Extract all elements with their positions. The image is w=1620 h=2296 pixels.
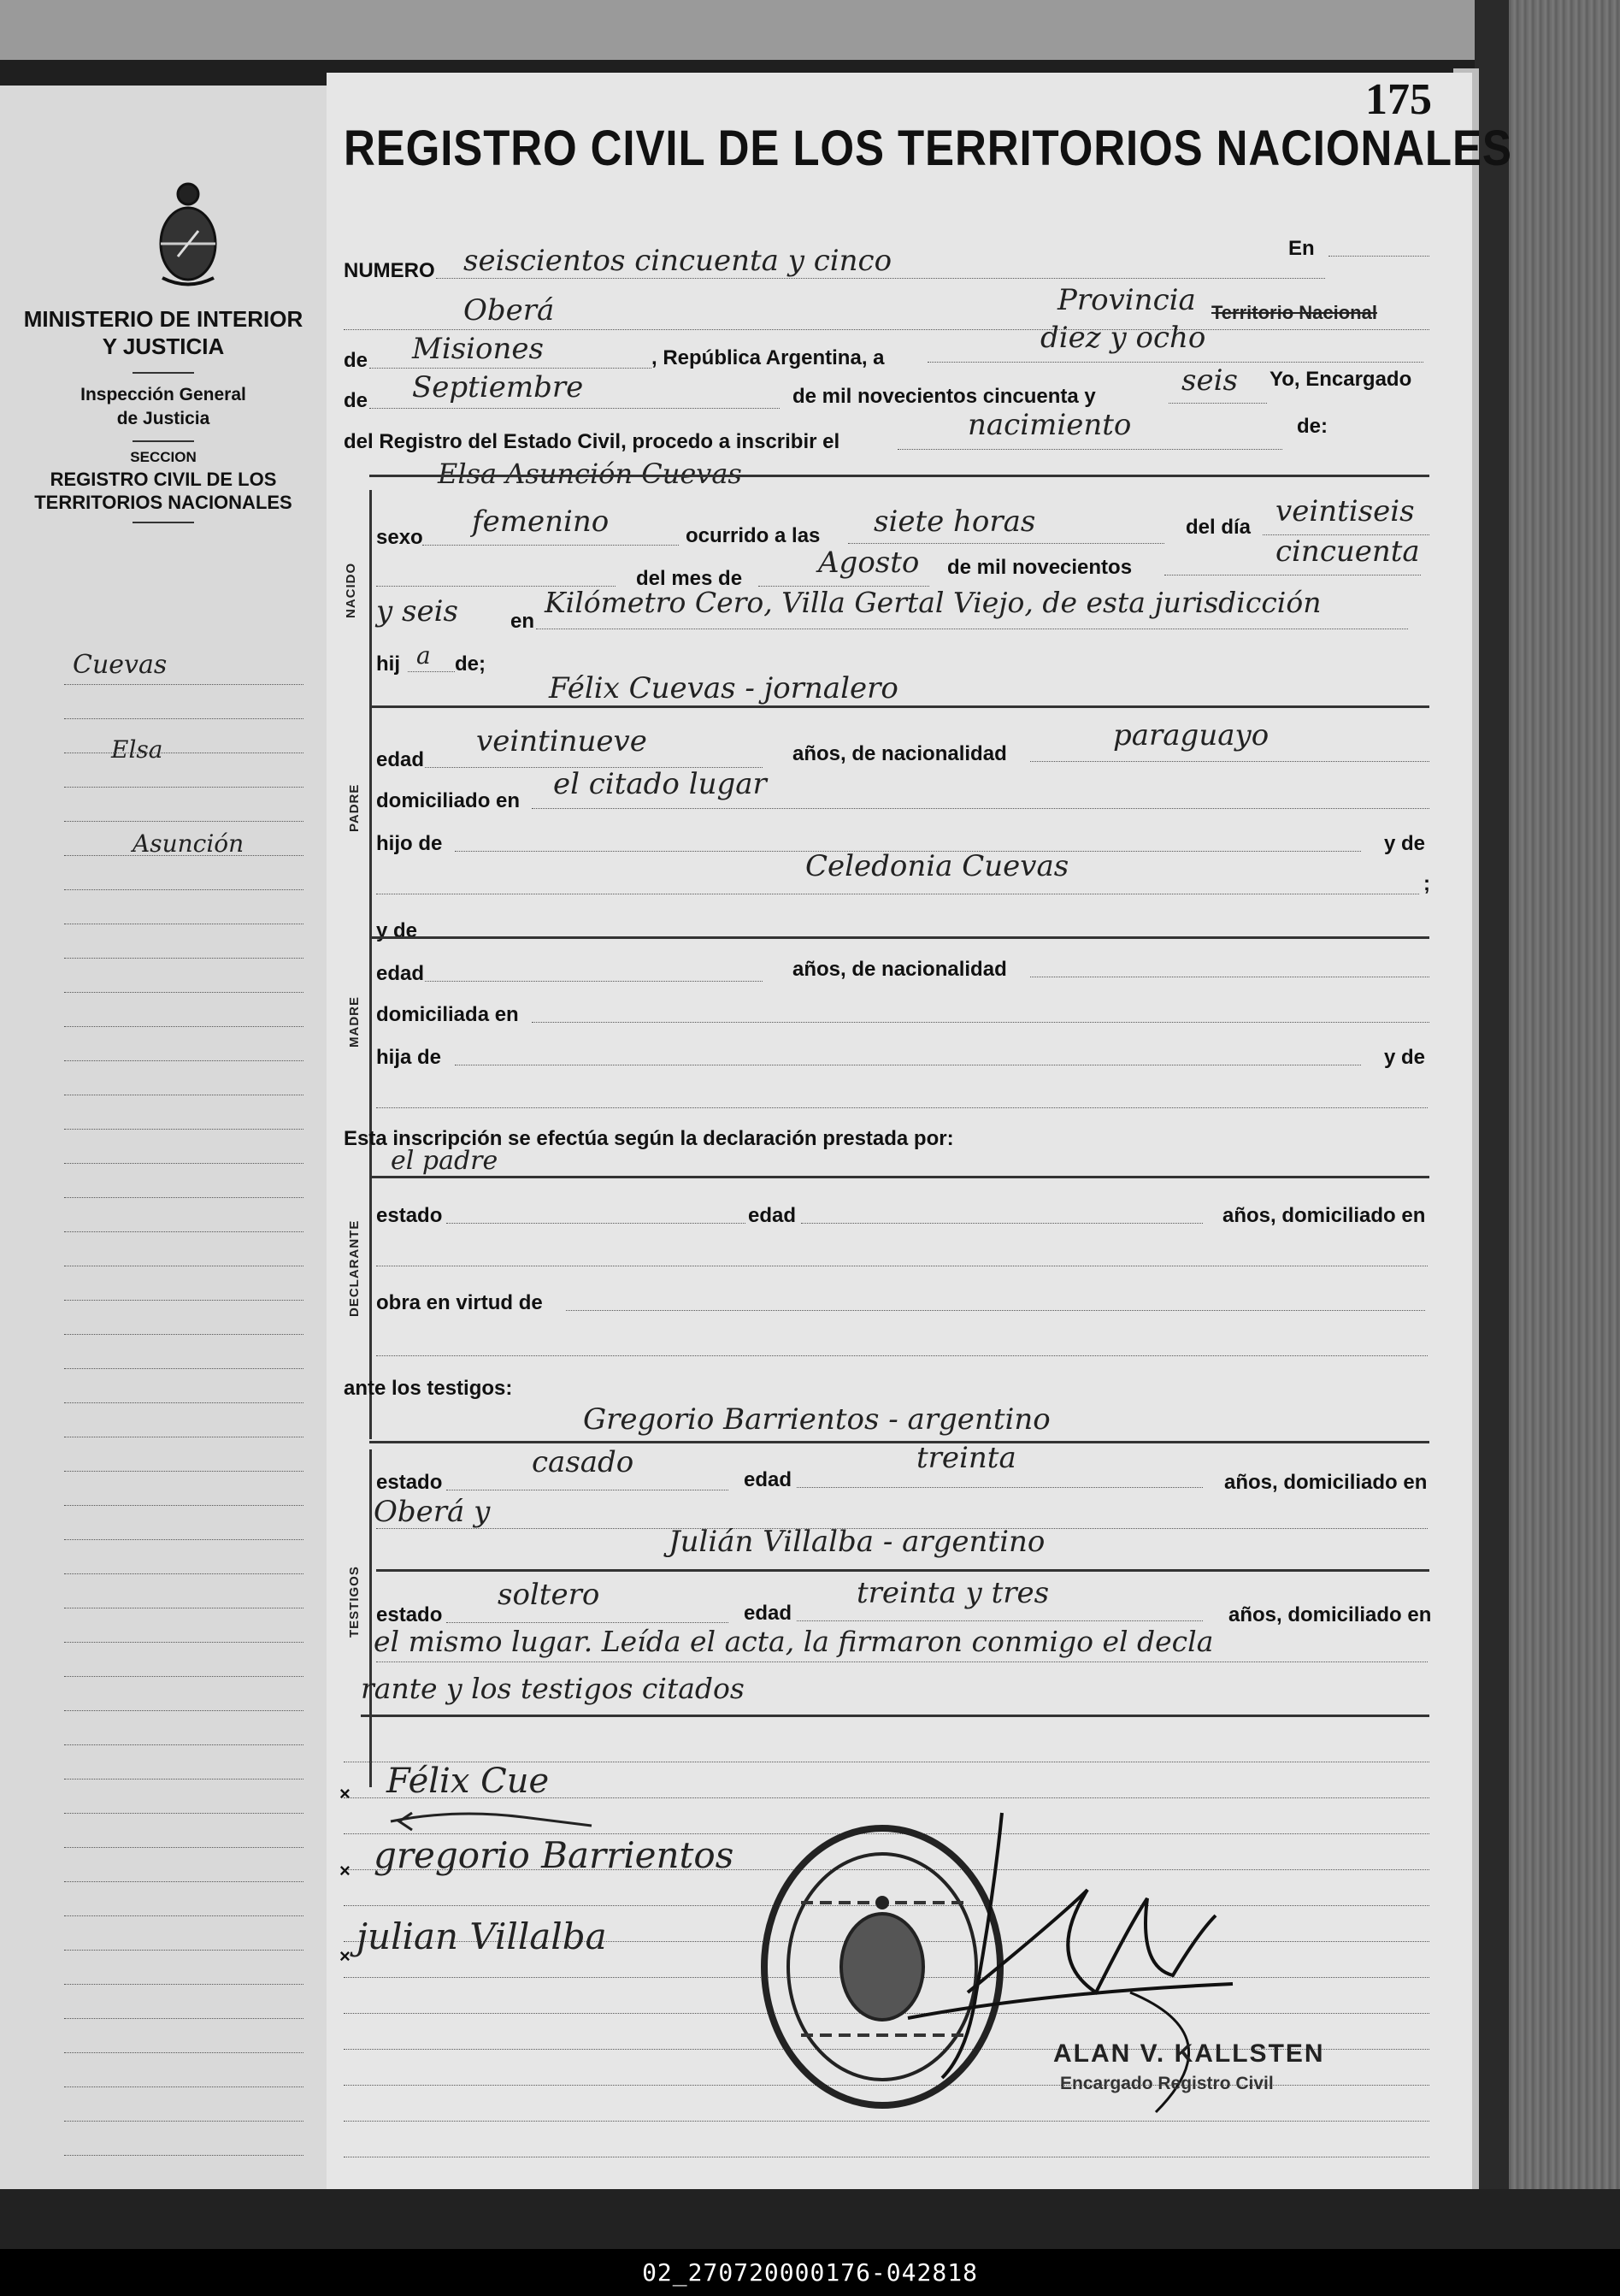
stub-ruled-line [64,1060,303,1061]
padre-dom-line [532,808,1429,809]
stub-ruled-line [64,787,303,788]
padre-hijo-label: hijo de [376,832,443,855]
place-line [344,329,1429,330]
stub-ruled-line [64,821,303,822]
signature-declarante: Félix Cue [386,1762,550,1801]
inspection-name: Inspección General [80,385,246,404]
signature-witness-1: gregorio Barrientos [374,1834,734,1876]
w1-estado-label: estado [376,1471,443,1494]
year-value: seis [1181,363,1238,398]
stub-ruled-line [64,2121,303,2122]
de3-label: de: [1297,415,1328,438]
dia-value: veintiseis [1275,494,1415,528]
stub-ruled-line [64,1950,303,1951]
nacido-top-rule [369,475,1429,477]
stub-ruled-line [64,1402,303,1403]
stub-ruled-line [64,1539,303,1540]
section-name-2: TERRITORIOS NACIONALES [34,492,292,513]
de2-label: de [344,389,368,412]
declarante-estado-label: estado [376,1204,443,1227]
stub-ruled-line [64,2052,303,2053]
signature-witness-2: julian Villalba [356,1915,607,1957]
bottom-margin [0,2189,1620,2249]
madre-dom-line [532,1022,1429,1023]
book-edge [1475,0,1509,2249]
hij-label: hij [376,652,400,676]
witness1-name: Gregorio Barrientos - argentino [583,1402,1051,1437]
w2-name-rule [376,1569,1429,1572]
day-line [928,362,1423,363]
stub-ruled-line [64,1334,303,1335]
padre-dom-value: el citado lugar [553,767,767,801]
stub-ruled-line [64,1026,303,1027]
sexo-value: femenino [472,505,610,539]
closing-line-1: el mismo lugar. Leída el acta, la firmaron conmigo el decla [374,1625,1214,1658]
book-spine [1505,0,1620,2249]
signature-mark-3: × [339,1945,351,1967]
stub-ruled-line [64,1881,303,1882]
lugar-value: Kilómetro Cero, Villa Gertal Viejo, de esta jurisdicción [545,586,1322,619]
madre-hija-label: hija de [376,1046,442,1069]
signature-underline [386,1800,609,1834]
day-value: diez y ocho [1040,321,1206,355]
declarante-estado-line [446,1223,745,1224]
yo-label: Yo, Encargado [1269,368,1412,391]
madre-extra-line [376,1107,1428,1108]
year-line [1169,403,1267,404]
w2-dom-label: años, domiciliado en [1228,1603,1432,1626]
stub-first-name: Elsa [111,735,163,764]
madre-edad-line [425,981,763,982]
closing-rule-2 [361,1715,1429,1717]
stub-ruled-line [64,718,303,719]
testigos-side-label: TESTIGOS [347,1566,362,1638]
padre-nac-label: años, de nacionalidad [792,742,1007,765]
madre-edad-label: edad [376,962,425,985]
declarante-side-label: DECLARANTE [347,1219,362,1317]
padre-top-rule [369,705,1429,708]
madre-dom-label: domiciliada en [376,1003,519,1026]
mes-value: Agosto [818,546,920,580]
declarante-top-rule [369,1176,1429,1178]
w2-edad-value: treinta y tres [857,1576,1050,1610]
mil-label: de mil novecientos cincuenta y [792,385,1096,408]
padre-side-label: PADRE [347,783,362,832]
en-line [1328,256,1429,257]
stub-ruled-line [64,1197,303,1198]
stub-ruled-line [64,992,303,993]
father-name: Félix Cuevas - jornalero [549,671,898,705]
declarante-obra-label: obra en virtud de [376,1291,543,1314]
stub-ruled-line [64,1779,303,1780]
signature-ruled-line [344,2121,1429,2122]
section-label: SECCION [130,449,197,465]
numero-value: seiscientos cincuenta y cinco [463,244,892,278]
w2-estado-line [446,1622,728,1623]
signature-mark-2: × [339,1860,351,1881]
padre-mother-value: Celedonia Cuevas [805,849,1069,883]
w1-edad-value: treinta [916,1441,1016,1475]
signature-mark-1: × [339,1783,351,1804]
territorio-label: Territorio Nacional [1211,302,1377,323]
stub-ruled-line [64,1676,303,1677]
argentine-coat-of-arms-icon [154,175,222,291]
stub-ruled-line [64,958,303,959]
stub-ruled-line [64,1573,303,1574]
hij-suffix: a [416,641,431,670]
divider [133,372,194,374]
w1-dom-label: años, domiciliado en [1224,1471,1428,1494]
stub-ruled-line [64,684,303,685]
stub-ruled-line [64,1847,303,1848]
stub-ruled-line [64,889,303,890]
closing-line-2: rante y los testigos citados [361,1672,745,1705]
month-line [369,408,780,409]
declarante-bracket [369,1184,372,1439]
hora-value: siete horas [874,505,1036,539]
w1-edad-label: edad [744,1468,792,1491]
del-dia-label: del día [1186,516,1252,539]
stub-ruled-line [64,1984,303,1985]
madre-yde-label: y de [376,919,418,942]
register-stub [0,86,329,2189]
stub-ruled-line [64,1129,303,1130]
de-label: de [344,349,368,372]
en-label-2: en [510,610,535,633]
stub-ruled-line [64,1642,303,1643]
hora-line [848,543,1164,544]
certificate-page [327,73,1512,2198]
w1-dom-value: Oberá y [374,1495,491,1529]
stub-ruled-line [64,1710,303,1711]
nacido-side-label: NACIDO [344,562,358,618]
w2-edad-line [797,1620,1203,1621]
sexo-line [422,545,679,546]
padre-edad-label: edad [376,748,425,771]
declarante-dom-label: años, domiciliado en [1222,1204,1426,1227]
testigos-intro: ante los testigos: [344,1377,513,1400]
stub-ruled-line [64,855,303,856]
w2-edad-label: edad [744,1602,792,1625]
stub-surname: Cuevas [73,650,168,680]
madre-yde2-label: y de [1384,1046,1426,1069]
act-line [898,449,1282,450]
stub-ruled-line [64,1915,303,1916]
testigos-top-rule [369,1441,1429,1443]
declarante-edad-label: edad [748,1204,797,1227]
declarante-edad-line [801,1223,1203,1224]
declarante-obra-line [566,1310,1425,1311]
stub-ruled-line [64,1813,303,1814]
anio-value: cincuenta [1275,534,1420,569]
stub-ruled-line [64,1300,303,1301]
image-caption: 02_270720000176-042818 [0,2249,1620,2296]
padre-nac-line [1030,761,1429,762]
officer-title: Encargado Registro Civil [1060,2074,1274,2093]
sexo-label: sexo [376,526,423,549]
numero-label: NUMERO [344,259,435,282]
stub-ruled-line [64,1368,303,1369]
padre-nac-value: paraguayo [1113,718,1269,753]
officer-signature [874,1796,1241,2121]
numero-line [436,278,1325,279]
section-name: REGISTRO CIVIL DE LOS [50,469,277,490]
padre-semicolon: ; [1423,872,1430,895]
madre-top-rule [369,936,1429,939]
padre-edad-value: veintinueve [476,724,647,758]
stub-ruled-line [64,2018,303,2019]
stub-ruled-line [64,2155,303,2156]
stub-ruled-line [64,1505,303,1506]
stub-ruled-line [64,1744,303,1745]
provincia-value: Provincia [1057,283,1196,317]
stub-ruled-line [64,1163,303,1164]
provincia-name-line [369,368,651,369]
w1-edad-line [797,1487,1203,1488]
nacido-mil-label: de mil novecientos [947,556,1133,579]
inspection-name-2: de Justicia [116,409,210,428]
madre-side-label: MADRE [347,996,362,1048]
madre-nac-label: años, de nacionalidad [792,958,1007,981]
anio-value-2: y seis [376,594,458,629]
en-label: En [1288,237,1315,260]
month-value: Septiembre [412,370,584,404]
nacido-de-label: de; [455,652,486,676]
divider [133,440,194,442]
testigos-bracket [369,1449,372,1787]
divider [133,522,194,523]
del-mes-label: del mes de [636,567,743,590]
declarante-name: el padre [391,1146,498,1176]
page-title: REGISTRO CIVIL DE LOS TERRITORIOS NACIONALES [344,121,1512,176]
w1-estado-value: casado [532,1445,634,1479]
padre-yde-label: y de [1384,832,1426,855]
ocurrido-label: ocurrido a las [686,524,821,547]
republica-label: , República Argentina, a [651,346,885,369]
nacido-bracket [369,490,372,747]
witness2-name: Julián Villalba - argentino [669,1525,1046,1559]
act-value: nacimiento [968,408,1132,442]
child-name: Elsa Asunción Cuevas [438,457,742,490]
stub-ruled-line [64,1471,303,1472]
hij-line [408,671,455,672]
stub-ruled-line [64,2086,303,2087]
stub-second-name: Asunción [133,829,244,858]
padre-dom-label: domiciliado en [376,789,521,812]
ministry-name-2: Y JUSTICIA [102,333,225,359]
officer-name: ALAN V. KALLSTEN [1053,2039,1325,2068]
w2-estado-label: estado [376,1603,443,1626]
declarante-extra-line [376,1355,1428,1356]
ministry-name: MINISTERIO DE INTERIOR [23,306,303,332]
stub-ruled-line [64,1231,303,1232]
place-value: Oberá [463,293,555,328]
page-number: 175 [1365,75,1432,124]
provincia-name: Misiones [412,332,544,366]
registro-label: del Registro del Estado Civil, procedo a inscribir el [344,430,840,453]
declarante-intro: Esta inscripción se efectúa según la declaración prestada por: [344,1127,954,1150]
w2-estado-value: soltero [498,1578,600,1612]
